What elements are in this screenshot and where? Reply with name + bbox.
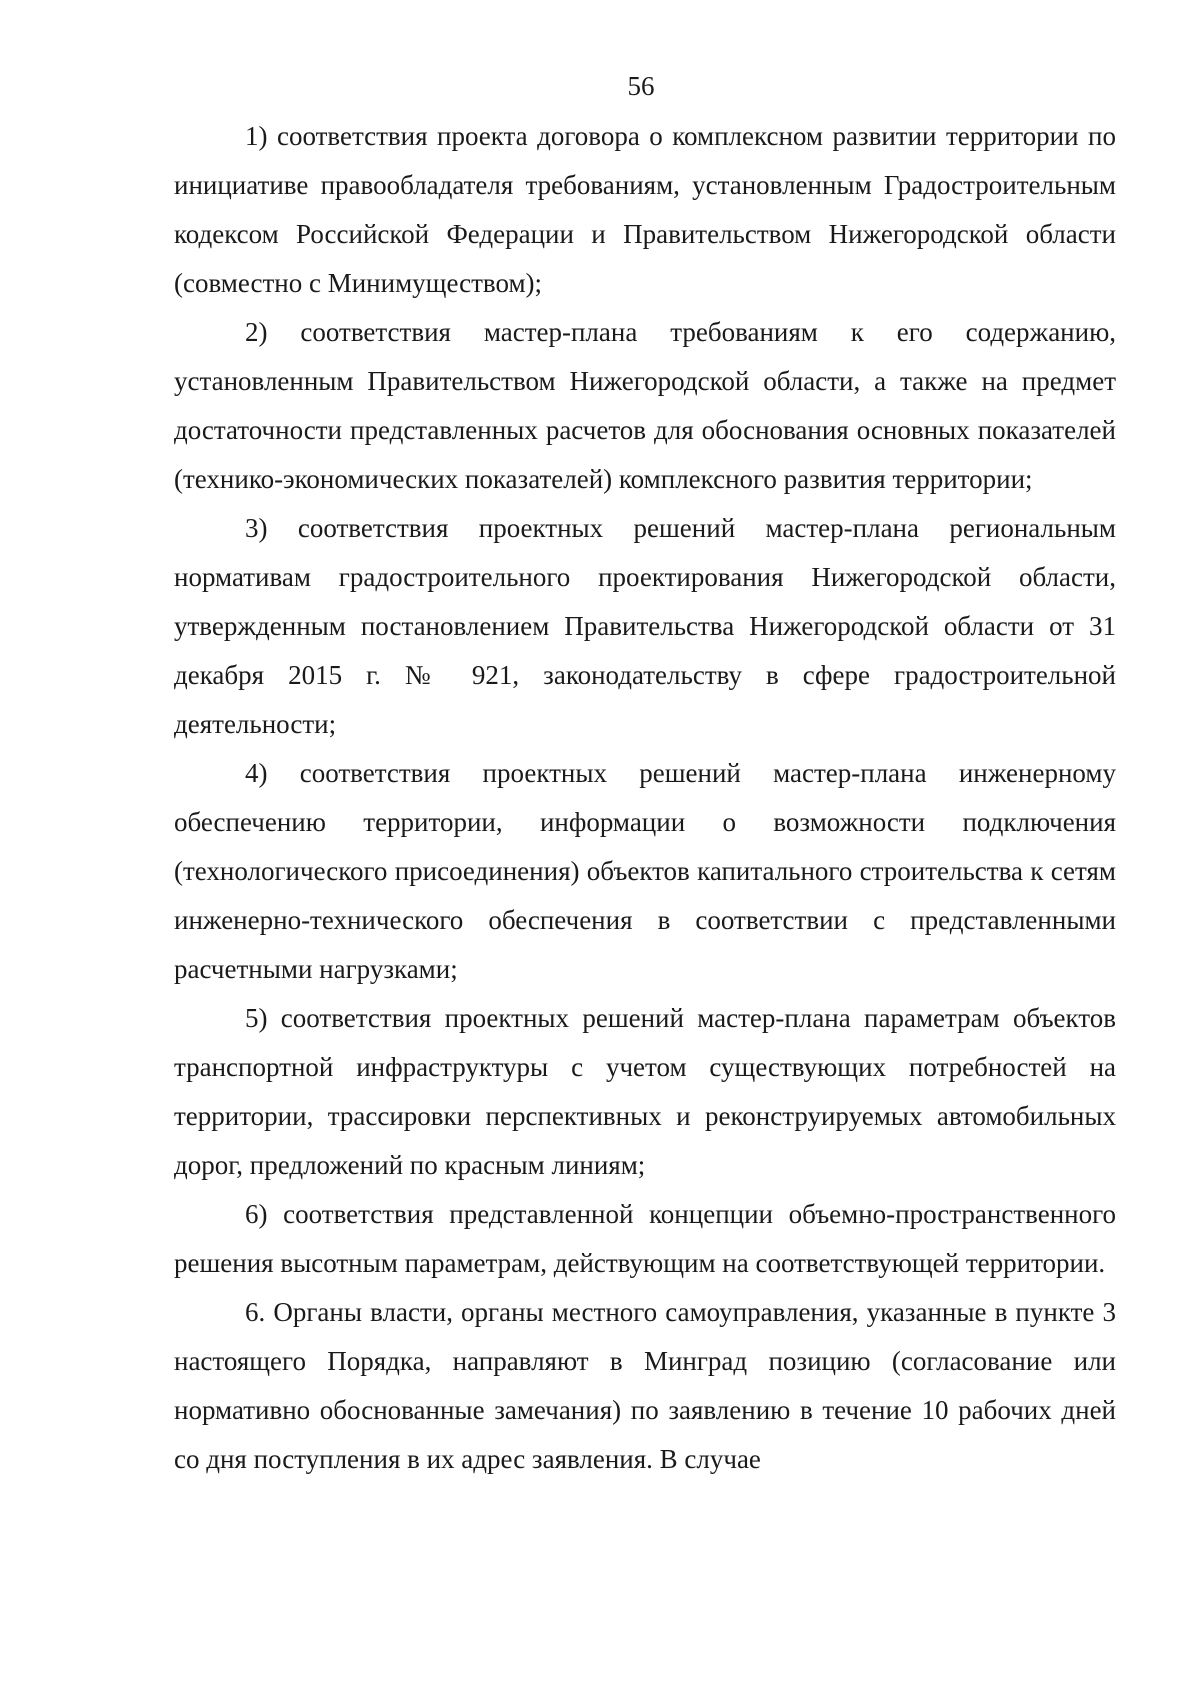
paragraph-item-4: 4) соответствия проектных решений мастер-плана инженерному обеспечению территории, информации о возможности подключения (технологического присоединения) объектов капитального строительства к сетям инженерно-технического обеспечения в соответствии с представленными расчетными нагрузками;: [174, 758, 1116, 984]
paragraph-item-2: 2) соответствия мастер-плана требованиям к его содержанию, установленным Правительством Нижегородской области, а также на предмет достаточности представленных расчетов для обоснования основных показателей (технико-экономических показателей) комплексного развития территории;: [174, 317, 1116, 494]
paragraph-point-6: 6. Органы власти, органы местного самоуправления, указанные в пункте 3 настоящего Порядка, направляют в Минград позицию (согласование или нормативно обоснованные замечания) по заявлению в течение 10 рабочих дней со дня поступления в их адрес заявления. В случае: [174, 1297, 1116, 1474]
document-body: [174, 112, 1116, 1484]
paragraph-item-5: 5) соответствия проектных решений мастер-плана параметрам объектов транспортной инфраструктуры с учетом существующих потребностей на территории, трассировки перспективных и реконструируемых автомобильных дорог, предложений по красным линиям;: [174, 1003, 1116, 1180]
paragraph-item-6: 6) соответствия представленной концепции объемно-пространственного решения высотным параметрам, действующим на соответствующей территории.: [174, 1199, 1116, 1278]
paragraph-item-3: 3) соответствия проектных решений мастер-плана региональным нормативам градостроительного проектирования Нижегородской области, утвержденным постановлением Правительства Нижегородской области от 31 декабря 2015 г. № 921, законодательству в сфере градостроительной деятельности;: [174, 513, 1116, 739]
page-number: 56: [627, 71, 655, 101]
paragraph-item-1: 1) соответствия проекта договора о комплексном развитии территории по инициативе правообладателя требованиям, установленным Градостроительным кодексом Российской Федерации и Правительством Нижегородской области (совместно с Минимуществом);: [174, 121, 1116, 298]
